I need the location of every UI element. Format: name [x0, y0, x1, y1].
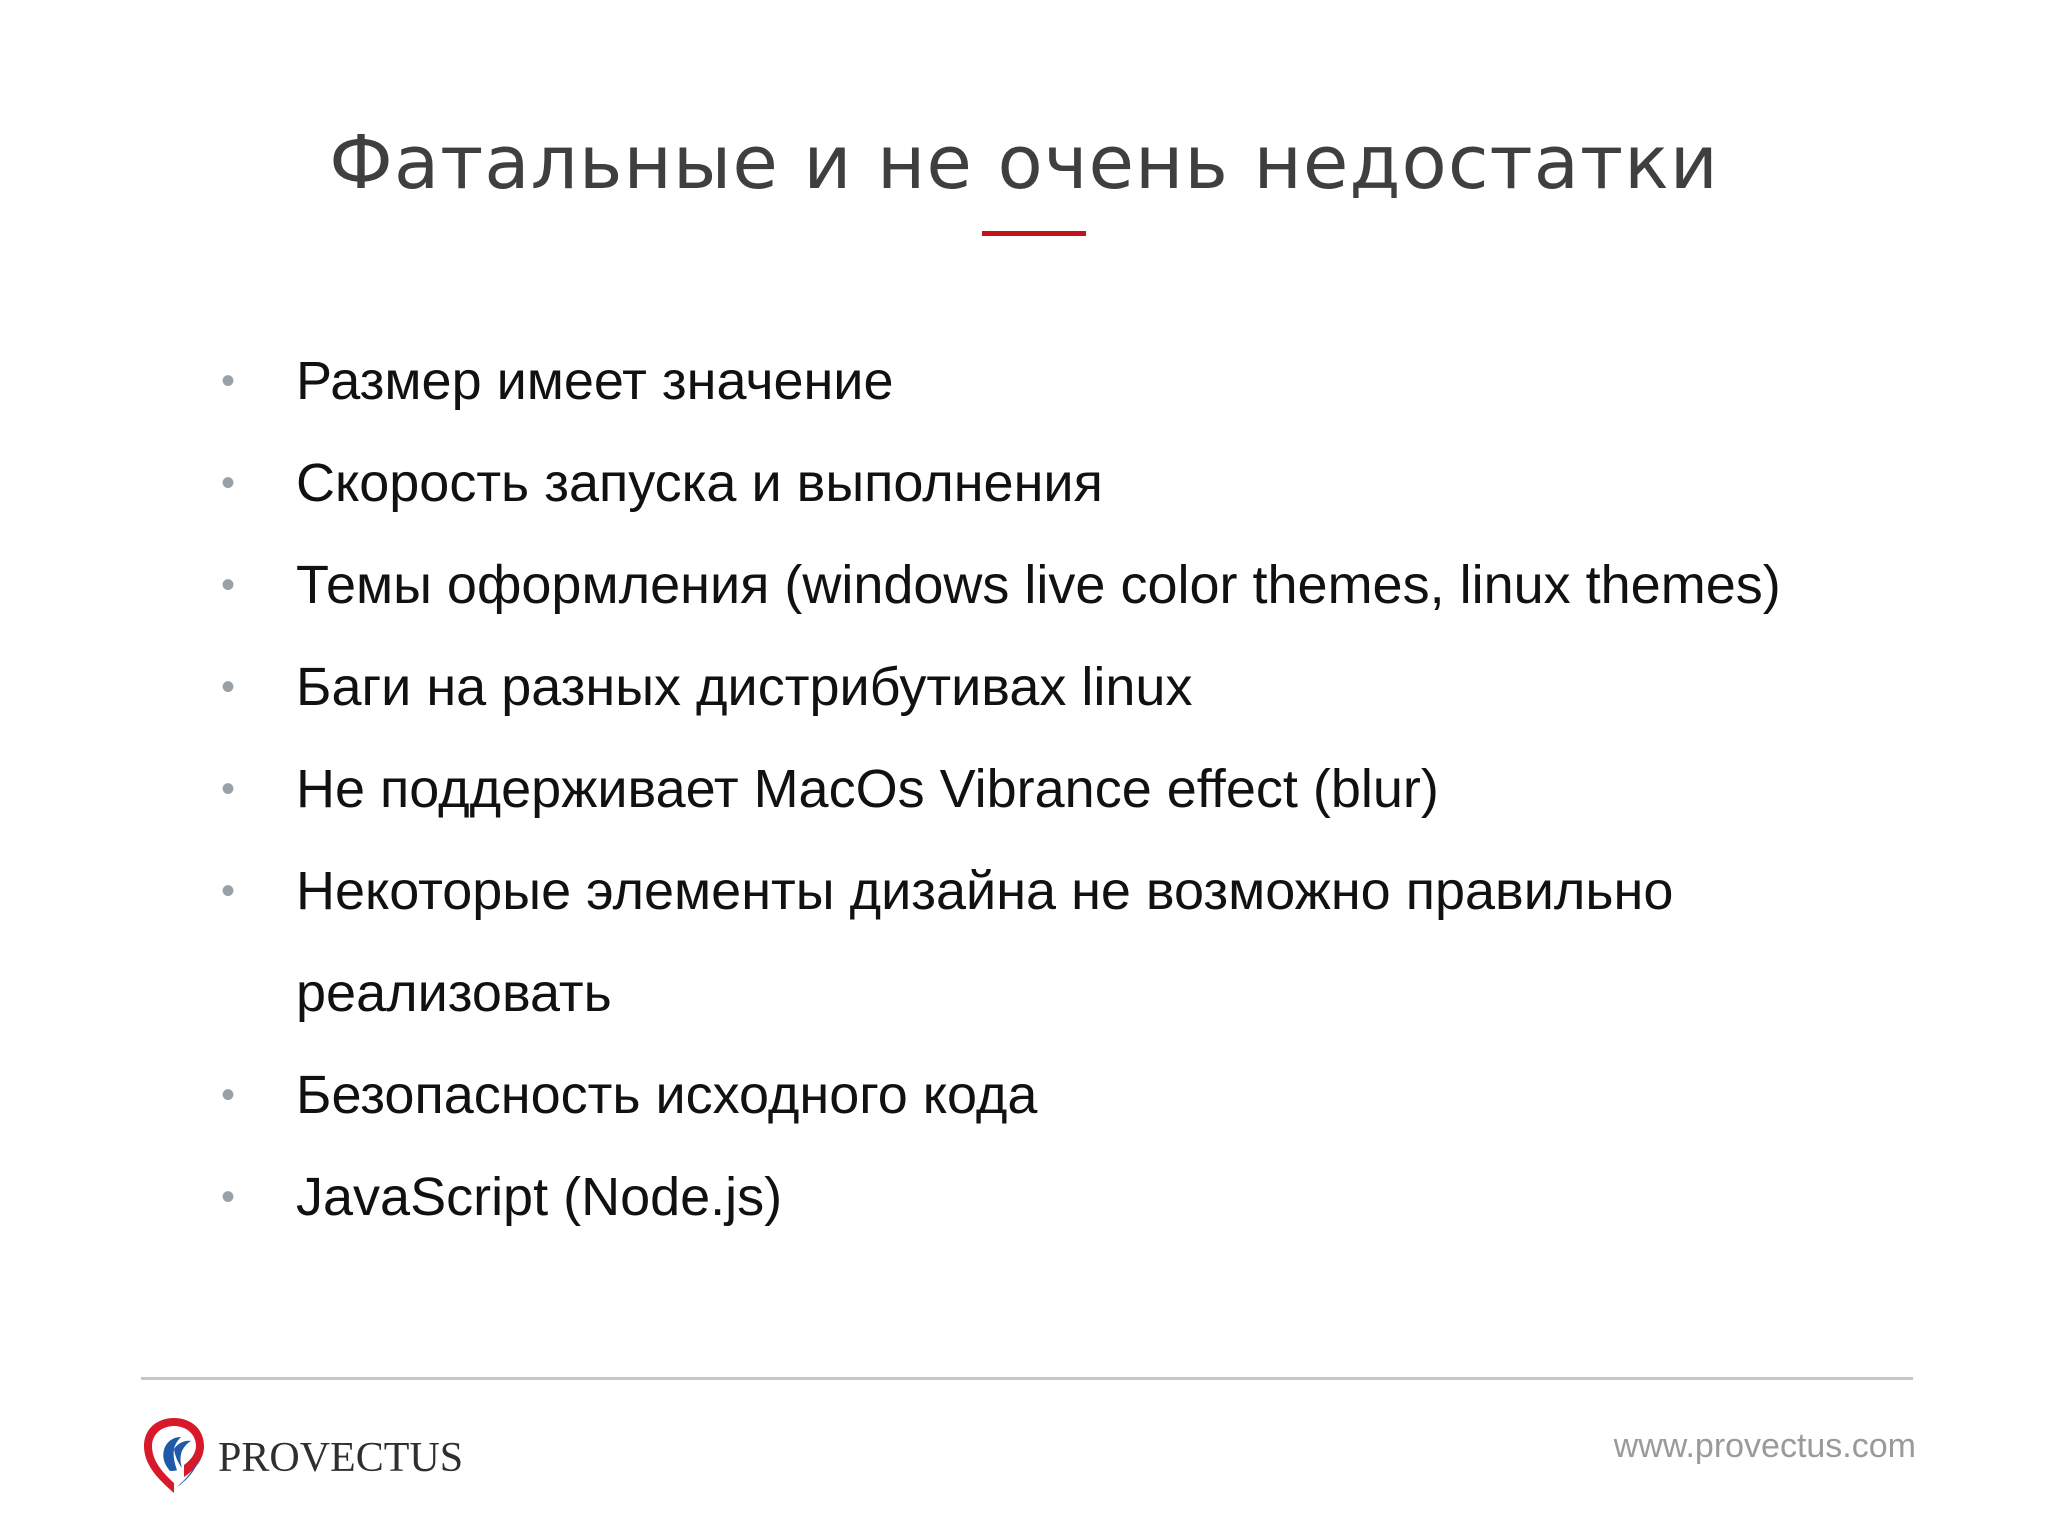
bullet-dot-icon: • [220, 359, 235, 403]
website-url: www.provectus.com [1613, 1427, 1916, 1465]
bullet-text: Темы оформления (windows live color themes, linux themes) [296, 555, 1781, 615]
bullet-dot-icon: • [220, 665, 235, 709]
logo-text: PROVECTUS [218, 1435, 464, 1481]
bullet-dot-icon: • [220, 1073, 235, 1117]
slide-title: Фатальные и не очень недостатки [329, 120, 1719, 206]
footer-divider [141, 1377, 1913, 1380]
bullet-text: Не поддерживает MacOs Vibrance effect (blur) [296, 759, 1439, 819]
bullet-item [0, 1044, 1836, 1146]
bullet-text: Баги на разных дистрибутивах linux [296, 657, 1193, 717]
bullet-dot-icon: • [220, 1175, 235, 1219]
bullet-item [0, 432, 1836, 534]
bullet-text: Некоторые элементы дизайна не возможно правильно реализовать [296, 861, 1674, 1023]
provectus-logo-icon [140, 1415, 208, 1495]
bullet-text: JavaScript (Node.js) [296, 1167, 783, 1227]
bullet-list [0, 330, 2048, 1248]
bullet-dot-icon: • [220, 563, 235, 607]
bullet-dot-icon: • [220, 461, 235, 505]
bullet-item [0, 534, 1836, 636]
bullet-dot-icon: • [220, 767, 235, 811]
provectus-logo [140, 1415, 480, 1495]
bullet-dot-icon: • [220, 869, 235, 913]
bullet-item [0, 738, 1836, 840]
bullet-item [0, 840, 1836, 1044]
bullet-text: Безопасность исходного кода [296, 1065, 1038, 1125]
bullet-item [0, 1146, 1836, 1248]
bullet-text: Скорость запуска и выполнения [296, 453, 1103, 513]
bullet-text: Размер имеет значение [296, 351, 894, 411]
bullet-item [0, 330, 1836, 432]
bullet-item [0, 636, 1836, 738]
title-underline [982, 231, 1086, 236]
